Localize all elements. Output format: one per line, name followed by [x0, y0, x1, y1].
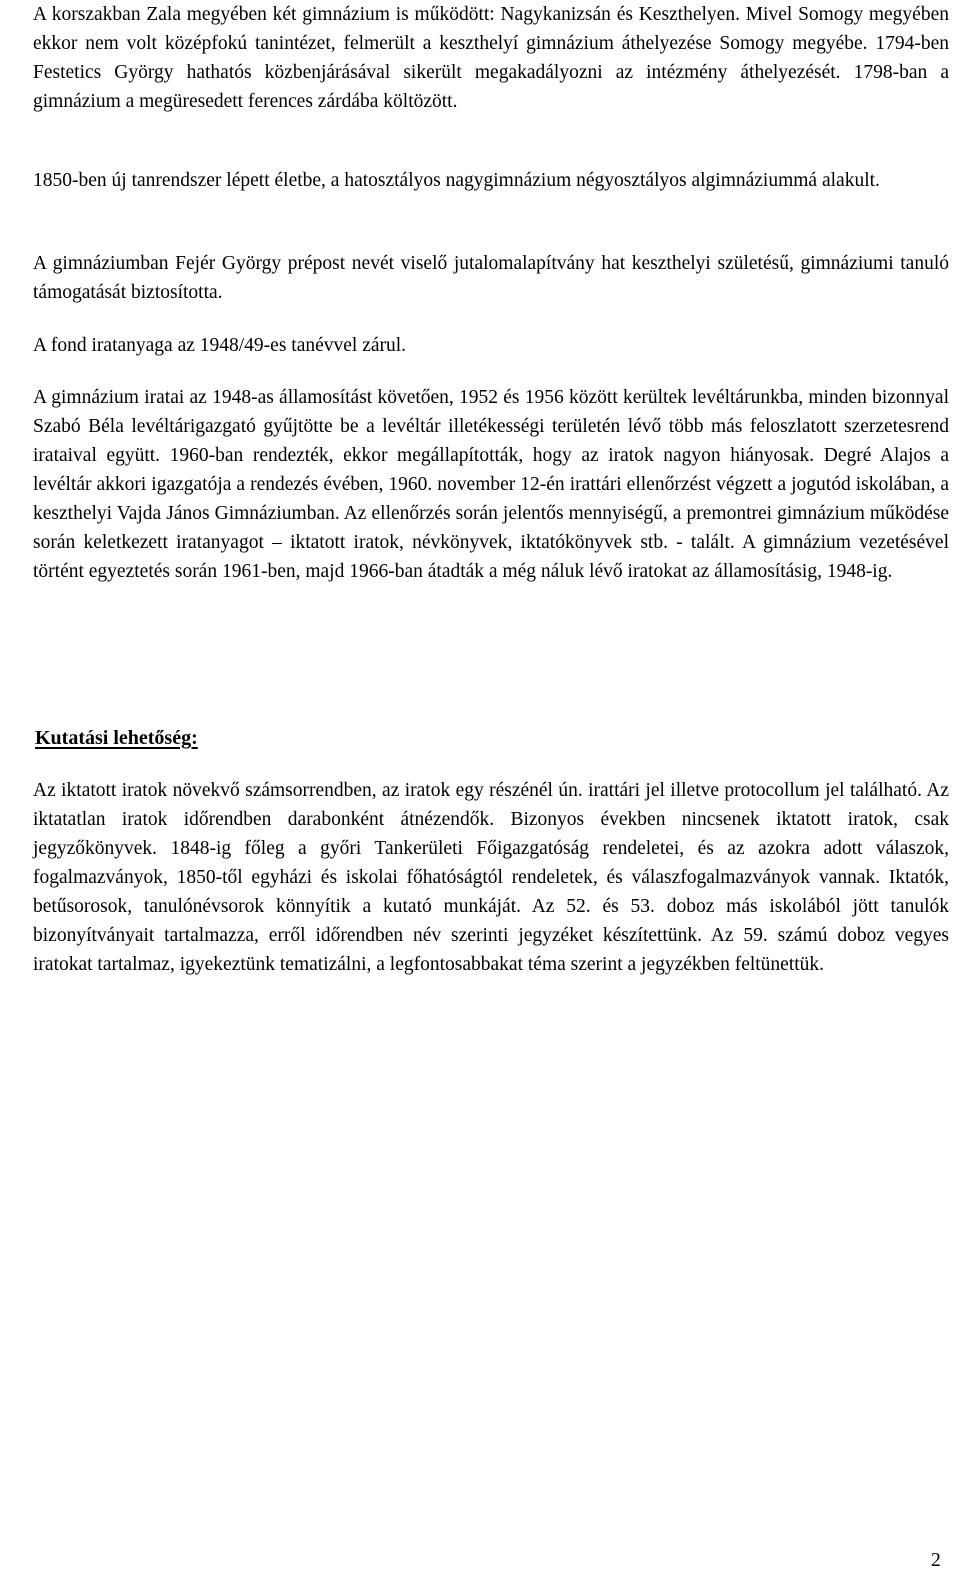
- paragraph-foundation: A gimnáziumban Fejér György prépost nevét viselő jutalomalapítvány hat keszthelyi születésű, gimnáziumi tanuló támogatását biztosította.: [33, 253, 949, 303]
- paragraph-fond-end: A fond iratanyaga az 1948/49-es tanévvel zárul.: [33, 335, 407, 356]
- paragraph-history-intro: A korszakban Zala megyében két gimnázium is működött: Nagykanizsán és Keszthelyen. Mivel Somogy megyében ekkor nem volt középfokú tanintézet, felmerült a keszthelyí gimnázium áthelyezése Somogy megyébe. 1794-ben Festetics György hathatós közbenjárásával sikerült megakadályozni az intézmény áthelyezését. 1798-ban a gimnázium a megüresedett ferences zárdába költözött.: [33, 4, 949, 112]
- paragraph-records-history: A gimnázium iratai az 1948-as államosítást követően, 1952 és 1956 között kerültek levéltárunkba, minden bizonnyal Szabó Béla levéltárigazgató gyűjtötte be a levéltár illetékességi területén lévő több más feloszlatott szerzetesrend irataival együtt. 1960-ban rendezték, ekkor megállapították, hogy az iratok nagyon hiányosak. Degré Alajos a levéltár akkori igazgatója a rendezés évében, 1960. november 12-én irattári ellenőrzést végzett a jogutód iskolában, a keszthelyi Vajda János Gimnáziumban. Az ellenőrzés során jelentős mennyiségű, a premontrei gimnázium működése során keletkezett iratanyagot – iktatott iratok, névkönyvek, iktatókönyvek stb. - talált. A gimnázium vezetésével történt egyeztetés során 1961-ben, majd 1966-ban átadták a még náluk lévő iratokat az államosításig, 1948-ig.: [33, 387, 949, 582]
- section-heading: Kutatási lehetőség:: [35, 727, 198, 749]
- paragraph-research-options: Az iktatott iratok növekvő számsorrendben, az iratok egy részénél ún. irattári jel illetve protocollum jel található. Az iktatatlan iratok időrendben darabonként átnézendők. Bizonyos években nincsenek iktatott iratok, csak jegyzőkönyvek. 1848-ig főleg a győri Tankerületi Főigazgatóság rendeletei, és az azokra adott válaszok, fogalmazványok, 1850-től egyházi és iskolai főhatóságtól rendeletek, és válaszfogalmazványok vannak. Iktatók, betűsorosok, tanulónévsorok könnyítik a kutató munkáját. Az 52. és 53. doboz más iskolából jött tanulók bizonyítványait tartalmazza, erről időrendben név szerinti jegyzéket készítettünk. Az 59. számú doboz vegyes iratokat tartalmaz, igyekeztünk tematizálni, a legfontosabbakat téma szerint a jegyzékben feltünettük.: [33, 780, 949, 975]
- page-number: 2: [931, 1550, 941, 1571]
- paragraph-1850-reform: 1850-ben új tanrendszer lépett életbe, a hatosztályos nagygimnázium négyosztályos algimnáziummá alakult.: [33, 170, 880, 191]
